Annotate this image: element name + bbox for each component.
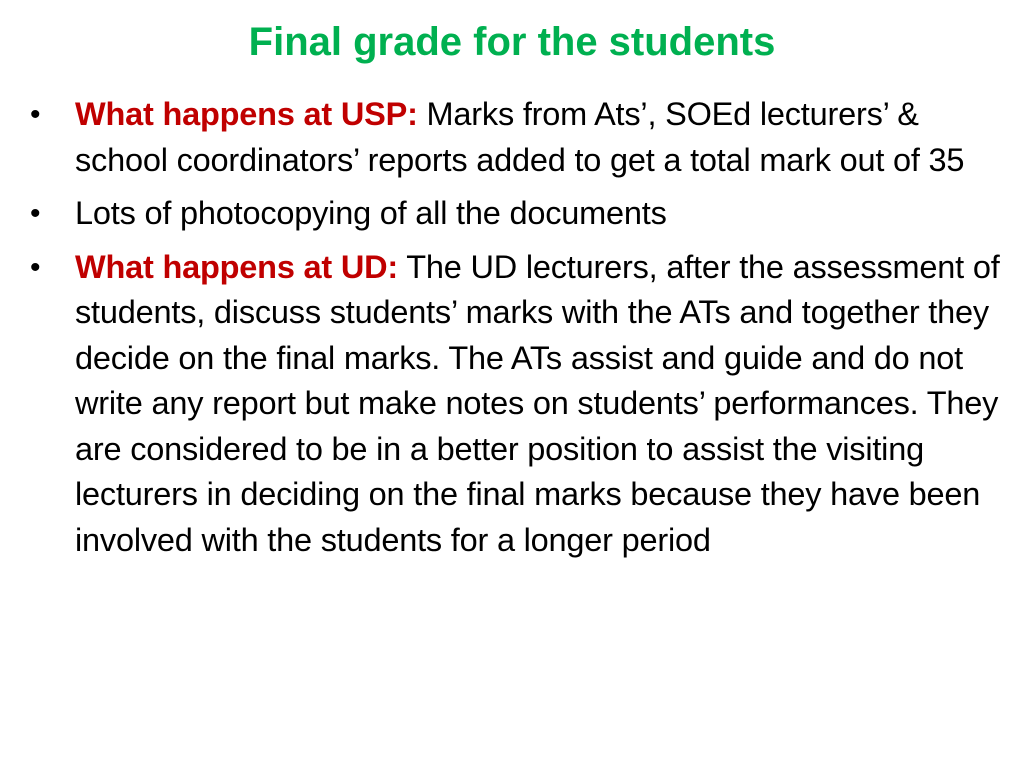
bullet-body: The UD lecturers, after the assessment of students, discuss students’ marks with the ATs and together they decide on the final marks. The ATs assist and guide and do not write any report but make notes on students’ performances. They are considered to be in a better position to assist the visiting lecturers in deciding on the final marks because they have been involved with the students for a longer period (75, 248, 1000, 558)
bullet-text (75, 245, 1006, 564)
bullet-body: Lots of photocopying of all the documents (75, 195, 667, 231)
bullet-item-usp (30, 92, 1006, 183)
bullet-lead: What happens at UD: (75, 248, 399, 285)
bullet-item-photocopying (30, 191, 1006, 237)
bullet-item-ud (30, 245, 1006, 564)
bullet-body: Marks from Ats’, SOEd lecturers’ & school coordinators’ reports added to get a total mark out of 35 (75, 96, 965, 178)
bullet-text (75, 92, 1006, 183)
bullet-icon: • (30, 197, 41, 230)
bullet-icon: • (30, 250, 41, 284)
bullet-text (75, 191, 1006, 237)
bullet-icon: • (30, 98, 41, 131)
bullet-list (30, 92, 1006, 571)
slide-title: Final grade for the students (248, 20, 776, 64)
bullet-lead: What happens at USP: (75, 96, 418, 132)
